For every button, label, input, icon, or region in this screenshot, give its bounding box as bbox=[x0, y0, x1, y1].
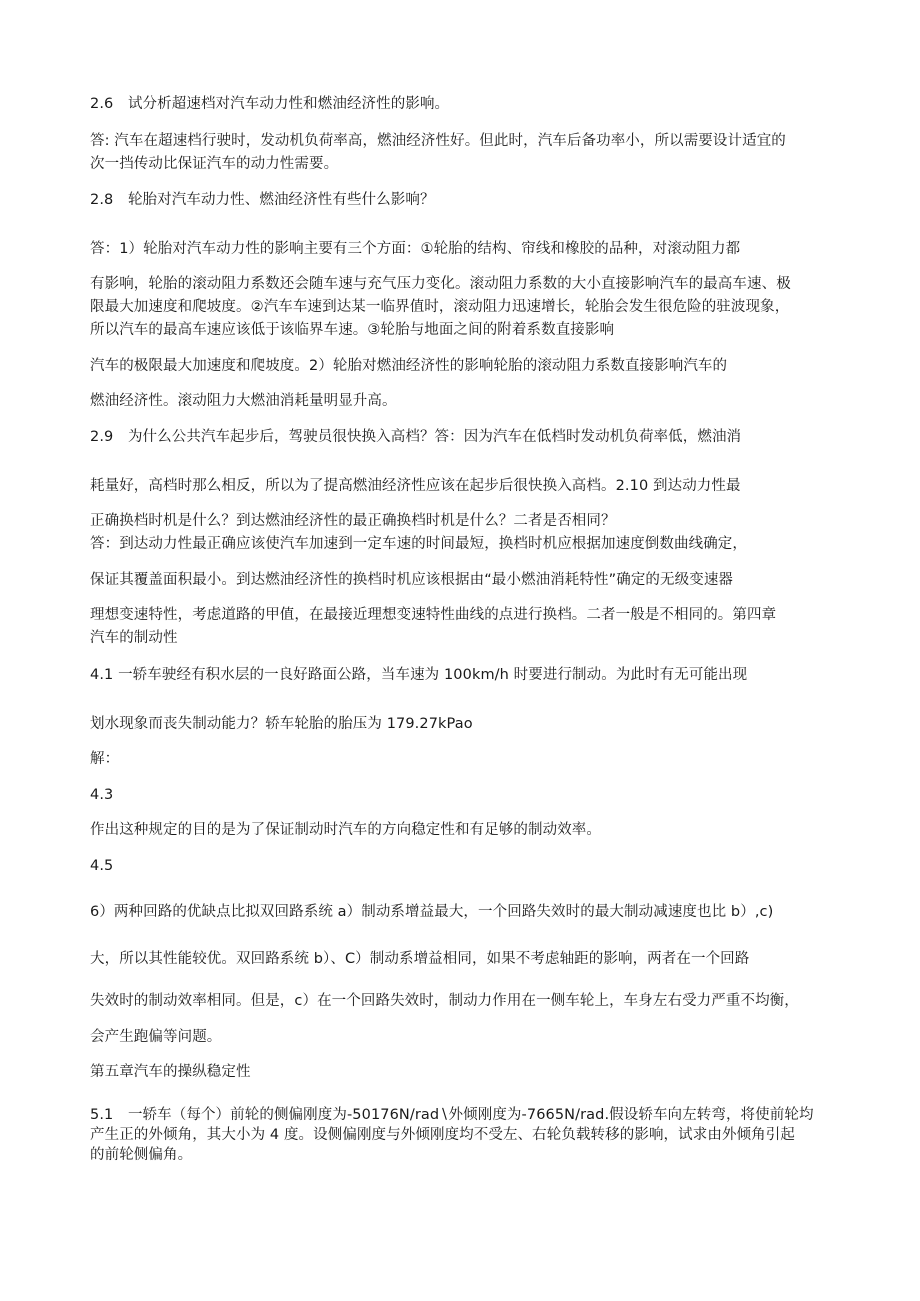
question-4-3-number: 4.3 bbox=[90, 787, 114, 803]
question-2-9-line-1: 2.9 为什么公共汽车起步后，驾驶员很快换入高档？答：因为汽车在低档时发动机负荷率低，燃油消 bbox=[90, 429, 742, 445]
answer-4-5-line-3: 失效时的制动效率相同。但是，c）在一个回路失效时，制动力作用在一侧车轮上，车身左右受力严重不均衡， bbox=[90, 993, 799, 1009]
answer-2-8-line-4: 所以汽车的最高车速应该低于该临界车速。③轮胎与地面之间的附着系数直接影响 bbox=[90, 322, 615, 338]
question-5-1-line-1: 5.1 一轿车（每个）前轮的侧偏刚度为-50176N∕rad∖外倾刚度为-7665N∕rad.假设轿车向左转弯，将使前轮均 bbox=[90, 1107, 814, 1123]
answer-2-8-line-2: 有影响，轮胎的滚动阻力系数还会随车速与充气压力变化。滚动阻力系数的大小直接影响汽车的最高车速、极 bbox=[90, 276, 791, 292]
chapter-5-title: 第五章汽车的操纵稳定性 bbox=[90, 1064, 251, 1080]
answer-2-8-line-1: 答：1）轮胎对汽车动力性的影响主要有三个方面：①轮胎的结构、帘线和橡胶的品种，对滚动阻力都 bbox=[90, 241, 741, 257]
chapter-4-title: 汽车的制动性 bbox=[90, 630, 178, 646]
answer-4-3-text: 作出这种规定的目的是为了保证制动时汽车的方向稳定性和有足够的制动效率。 bbox=[90, 822, 601, 838]
answer-2-8-line-6: 燃油经济性。滚动阻力大燃油消耗量明显升高。 bbox=[90, 393, 397, 409]
solution-label: 解： bbox=[90, 751, 120, 767]
answer-2-8-line-3: 限最大加速度和爬坡度。②汽车车速到达某一临界值时，滚动阻力迅速增长，轮胎会发生很危险的驻波现象， bbox=[90, 299, 790, 315]
answer-4-5-line-1: 6）两种回路的优缺点比拟双回路系统 a）制动系增益最大，一个回路失效时的最大制动减速度也比 b）,c) bbox=[90, 904, 774, 920]
answer-2-6-line-1: 答: 汽车在超速档行驶时，发动机负荷率高，燃油经济性好。但此时，汽车后备功率小，所以需要设计适宜的 bbox=[90, 133, 786, 149]
answer-2-10-line-3: 理想变速特性，考虑道路的甲值，在最接近理想变速特性曲线的点进行换档。二者一般是不相同的。第四章 bbox=[90, 607, 777, 623]
question-4-1-line-2: 划水现象而丧失制动能力？轿车轮胎的胎压为 179.27kPao bbox=[90, 716, 473, 732]
answer-2-10-line-2: 保证其覆盖面积最小。到达燃油经济性的换档时机应该根据由“最小燃油消耗特性”确定的无级变速器 bbox=[90, 572, 734, 588]
answer-2-6-line-2: 次一挡传动比保证汽车的动力性需要。 bbox=[90, 156, 339, 172]
answer-2-8-line-5: 汽车的极限最大加速度和爬坡度。2）轮胎对燃油经济性的影响轮胎的滚动阻力系数直接影响汽车的 bbox=[90, 358, 728, 374]
question-2-10-line: 正确换档时机是什么？到达燃油经济性的最正确换档时机是什么？二者是否相同？ bbox=[90, 513, 616, 529]
question-2-9-line-2: 耗量好，高档时那么相反，所以为了提高燃油经济性应该在起步后很快换入高档。2.10 到达动力性最 bbox=[90, 478, 741, 494]
question-2-8-heading: 2.8 轮胎对汽车动力性、燃油经济性有些什么影响？ bbox=[90, 192, 435, 208]
question-2-6-heading: 2.6 试分析超速档对汽车动力性和燃油经济性的影响。 bbox=[90, 96, 450, 112]
answer-2-10-line-1: 答：到达动力性最正确应该使汽车加速到一定车速的时间最短，换档时机应根据加速度倒数曲线确定， bbox=[90, 536, 747, 552]
answer-4-5-line-2: 大，所以其性能较优。双回路系统 b）、C）制动系增益相同，如果不考虑轴距的影响，两者在一个回路 bbox=[90, 951, 750, 967]
question-5-1-line-2: 产生正的外倾角，其大小为 4 度。设侧偏刚度与外倾刚度均不受左、右轮负载转移的影响，试求由外倾角引起 bbox=[90, 1127, 795, 1143]
question-4-1-line-1: 4.1 一轿车驶经有积水层的一良好路面公路，当车速为 100km∕h 时要进行制动。为此时有无可能出现 bbox=[90, 667, 748, 683]
question-5-1-line-3: 的前轮侧偏角。 bbox=[90, 1147, 193, 1163]
question-4-5-number: 4.5 bbox=[90, 858, 114, 874]
answer-4-5-line-4: 会产生跑偏等问题。 bbox=[90, 1029, 222, 1045]
